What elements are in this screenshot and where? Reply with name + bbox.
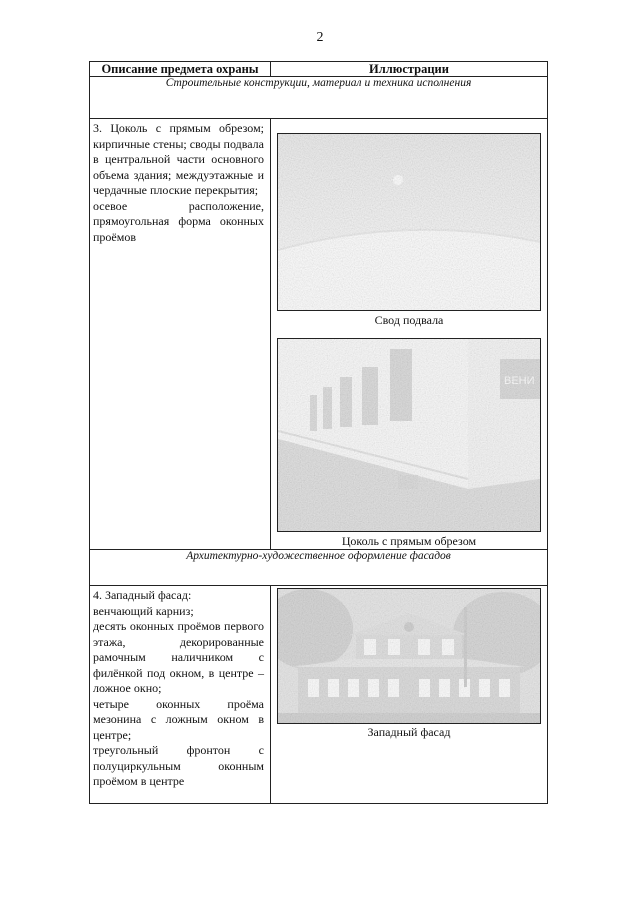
column-header-description: Описание предмета охраны bbox=[90, 62, 271, 77]
protection-subject-table bbox=[89, 61, 548, 804]
table-header-row bbox=[90, 62, 548, 77]
column-header-illustrations: Иллюстрации bbox=[271, 62, 548, 77]
section-title: Строительные конструкции, материал и техника исполнения bbox=[90, 77, 548, 119]
item-illustrations bbox=[271, 586, 548, 804]
west-facade-photo bbox=[277, 588, 541, 724]
section-title: Архитектурно-художественное оформление фасадов bbox=[90, 550, 548, 586]
item-description bbox=[90, 119, 271, 550]
photo-caption: Свод подвала bbox=[374, 313, 444, 327]
photo-caption: Цоколь с прямым обрезом bbox=[341, 534, 477, 548]
item-description bbox=[90, 586, 271, 804]
photo-caption: Западный фасад bbox=[367, 725, 451, 739]
section-row bbox=[90, 77, 548, 119]
description-line: венчающий карниз; bbox=[93, 603, 194, 618]
description-line: осевое расположение, прямоугольная форма оконных проёмов bbox=[93, 198, 264, 244]
section-row bbox=[90, 550, 548, 586]
item-illustrations bbox=[271, 119, 548, 550]
description-line: десять оконных проёмов первого этажа, декорированные рамочным наличником с филёнкой под окном, в центре – ложное окно; bbox=[93, 619, 264, 695]
description-line: 3. Цоколь с прямым обрезом; кирпичные стены; своды подвала в центральной части основного объема здания; междуэтажные и чердачные плоские перекрытия; bbox=[93, 121, 264, 197]
description-line: треугольный фронтон с полуциркульным оконным проёмом в центре bbox=[93, 743, 264, 788]
description-line: четыре оконных проёма мезонина с ложным окном в центре; bbox=[93, 696, 264, 742]
table-row bbox=[90, 586, 548, 804]
table-row bbox=[90, 119, 548, 550]
description-line: 4. Западный фасад: bbox=[93, 588, 192, 602]
plinth-photo bbox=[277, 338, 541, 532]
page-number: 2 bbox=[316, 30, 324, 45]
basement-vault-photo bbox=[277, 133, 541, 311]
